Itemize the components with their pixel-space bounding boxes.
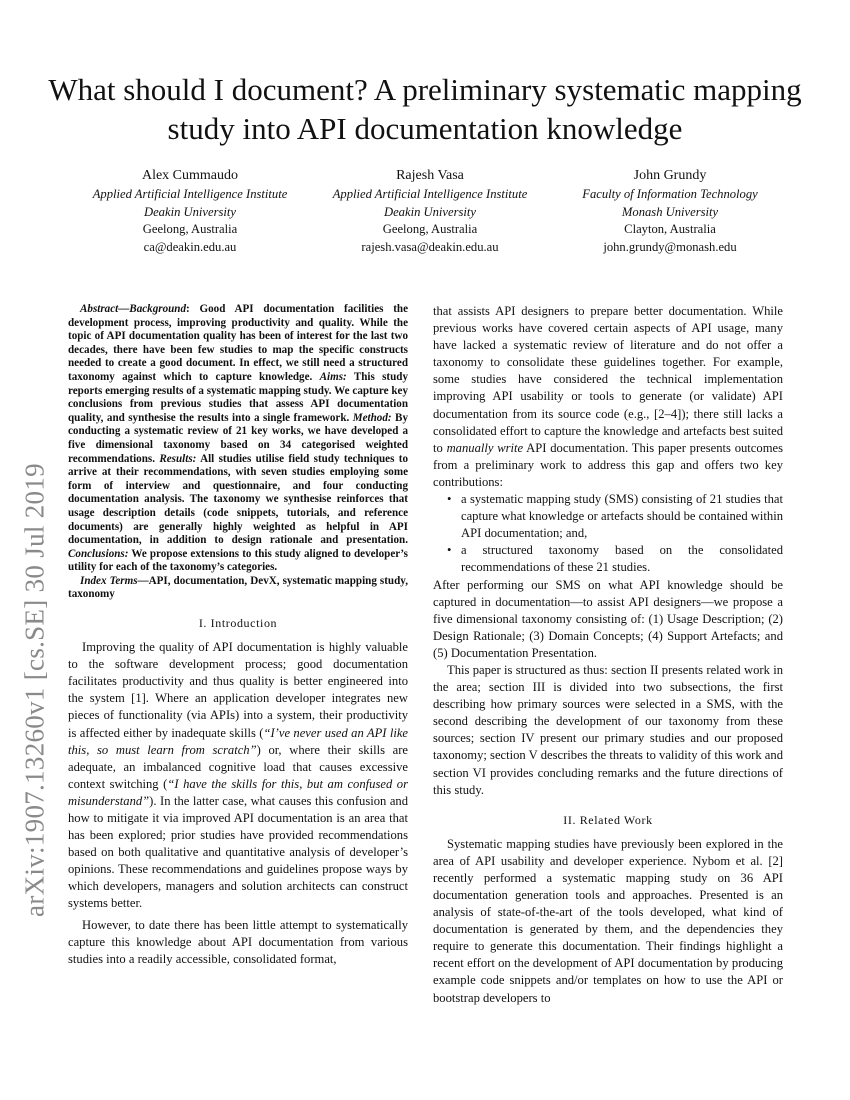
abstract-results: All studies utilise field study techniques to arrive at their recommendations, with seven studies employing some form of interview and questionnaire, and four conducting documentation analysis. The taxonomy we synthesise reinforces that usage description details (code snippets, tutorials, and reference documents) are generally highly weighted as helpful in API documentation, in addition to design rationale and presentation. (68, 452, 409, 547)
abstract-results-label: Results: (159, 452, 197, 465)
author-name: John Grundy (633, 168, 707, 183)
author-email: ca@deakin.edu.au (143, 239, 237, 254)
index-terms (68, 575, 408, 602)
author-2 (310, 166, 550, 256)
index-terms-label: Index Terms (80, 574, 138, 587)
author-block (70, 166, 790, 256)
section-heading-introduction: I. Introduction (198, 616, 278, 631)
list-item: • a structured taxonomy based on the consolidated recommendations of these 21 studies. (461, 542, 783, 576)
abstract-aims-label: Aims: (319, 370, 347, 383)
intro-paragraph-1 (68, 639, 408, 913)
author-1 (70, 166, 310, 256)
author-affiliation: Applied Artificial Intelligence Institute (92, 187, 288, 201)
intro-quote-2: “I have the skills for this, but am confused or misunderstand” (68, 776, 408, 808)
intro-p3-text-b: API documentation. This paper presents outcomes from a preliminary work to address this gap and offers two key contributions: (433, 440, 783, 489)
right-column (433, 303, 783, 1007)
abstract-method: By conducting a systematic review of 21 key works, we have developed a five dimensional taxonomy based on 34 categorised weighted recommendations. (68, 411, 408, 465)
author-location: Clayton, Australia (624, 222, 716, 237)
section-heading-related-work: II. Related Work (563, 812, 653, 827)
abstract-method-label: Method: (352, 411, 392, 424)
intro-p3-text-a: that assists API designers to prepare better documentation. While previous works have covered certain aspects of API usage, many have lacked a systematic review of literature and do not offer a taxonomy to consolidate these guidelines together. For example, some studies have considered the technical implementation improving API usability or tools to generate (or validate) API documentation from its source code (e.g., [2–4]); there still lacks a consolidated effort to capture the knowledge and artefacts best suited to (433, 304, 783, 455)
author-3 (550, 166, 790, 256)
list-item: • a systematic mapping study (SMS) consisting of 21 studies that capture what knowledge or artefacts should be contained within API documentation; and, (461, 491, 783, 542)
author-affiliation: Faculty of Information Technology (582, 187, 758, 201)
abstract (68, 303, 408, 575)
intro-p3-emphasis: manually write (446, 440, 524, 455)
author-affiliation: Applied Artificial Intelligence Institute (332, 187, 528, 201)
intro-p1-text-a: Improving the quality of API documentation is highly valuable to the software development process; good documentation facilitates productivity and thus quality is better engineered into the system [1]. Where an application developer integrates new pieces of functionality (via APIs) into a system, their productivity is affected either by inadequate skills ( (68, 640, 408, 740)
index-terms-text: —API, documentation, DevX, systematic mapping study, taxonomy (68, 574, 408, 601)
related-work-paragraph-1: Systematic mapping studies have previously been explored in the area of API usability and developer experience. Nybom et al. [2] recently performed a systematic mapping study on 36 API documentation generation tools and approaches. Presented is an analysis of state-of-the-art of the tools developed, what kind of documentation is generated by them, and the dependencies they require to generate this documentation. Their findings highlight a recent effort on the development of API documentation by producing example code snippets and/or templates on how to use the API or bootstrap developers to (433, 836, 783, 1005)
paper-title: What should I document? A preliminary systematic mapping study into API documentation knowledge (48, 72, 802, 146)
abstract-conclusions-label: Conclusions: (68, 547, 129, 560)
abstract-conclusions: We propose extensions to this study aligned to developer’s utility for each of the taxonomy’s categories. (68, 547, 408, 574)
intro-p1-text-b: ) or, where their skills are adequate, an imbalanced cognitive load that causes excessive context switching ( (68, 742, 408, 791)
intro-paragraph-4: After performing our SMS on what API knowledge should be captured in documentation—to assist API designers—we propose a five dimensional taxonomy consisting of: (1) Usage Description; (2) Design Rationale; (3) Domain Concepts; (4) Support Artefacts; and (5) Documentation Presentation. (433, 577, 783, 660)
author-name: Rajesh Vasa (396, 168, 464, 183)
left-column (68, 303, 408, 968)
author-email: rajesh.vasa@deakin.edu.au (361, 239, 499, 254)
author-name: Alex Cummaudo (141, 168, 239, 183)
author-location: Geelong, Australia (382, 222, 478, 237)
intro-paragraph-3 (433, 303, 783, 491)
intro-p1-text-c: ). In the latter case, what causes this confusion and how to mitigate it via improved API documentation is an area that has been explored; prior studies have provided recommendations based on both qualitative and quantitative analysis of developer’s opinions. These recommendations and guidelines propose ways by which developers, managers and solution architects can construct systems better. (68, 793, 408, 911)
contributions-list (433, 491, 783, 576)
arxiv-stamp: arXiv:1907.13260v1 [cs.SE] 30 Jul 2019 (19, 463, 50, 917)
intro-paragraph-5: This paper is structured as thus: section II presents related work in the area; section III is divided into two subsections, the first describing how primary sources were selected in a SMS, with the second describing the development of our taxonomy from these sources; section IV present our primary studies and our proposed taxonomy; section V describes the threats to validity of this work and section VI provides concluding remarks and the future directions of this study. (433, 662, 783, 797)
abstract-aims: This study reports emerging results of a systematic mapping study. We capture key conclusions from previous studies that assess API documentation quality, and synthesise the results into a single framework. (68, 370, 408, 424)
author-location: Geelong, Australia (142, 222, 238, 237)
intro-paragraph-2: However, to date there has been little attempt to systematically capture this knowledge about API documentation from various studies into a readily accessible, consolidated format, (68, 917, 408, 966)
author-university: Monash University (621, 204, 719, 219)
author-university: Deakin University (144, 204, 236, 219)
intro-quote-1: “I’ve never used an API like this, so must learn from scratch” (68, 725, 409, 757)
author-email: john.grundy@monash.edu (603, 239, 737, 254)
abstract-background: : Good API documentation facilities the development process, improving productivity and quality. While the topic of API documentation quality has been of interest for the last two decades, there have been few studies to map the specific constructs needed to create a good document. In effect, we still need a structured taxonomy against which to capture knowledge. (68, 303, 408, 383)
author-university: Deakin University (384, 204, 476, 219)
abstract-label: Abstract—Background (80, 303, 187, 315)
